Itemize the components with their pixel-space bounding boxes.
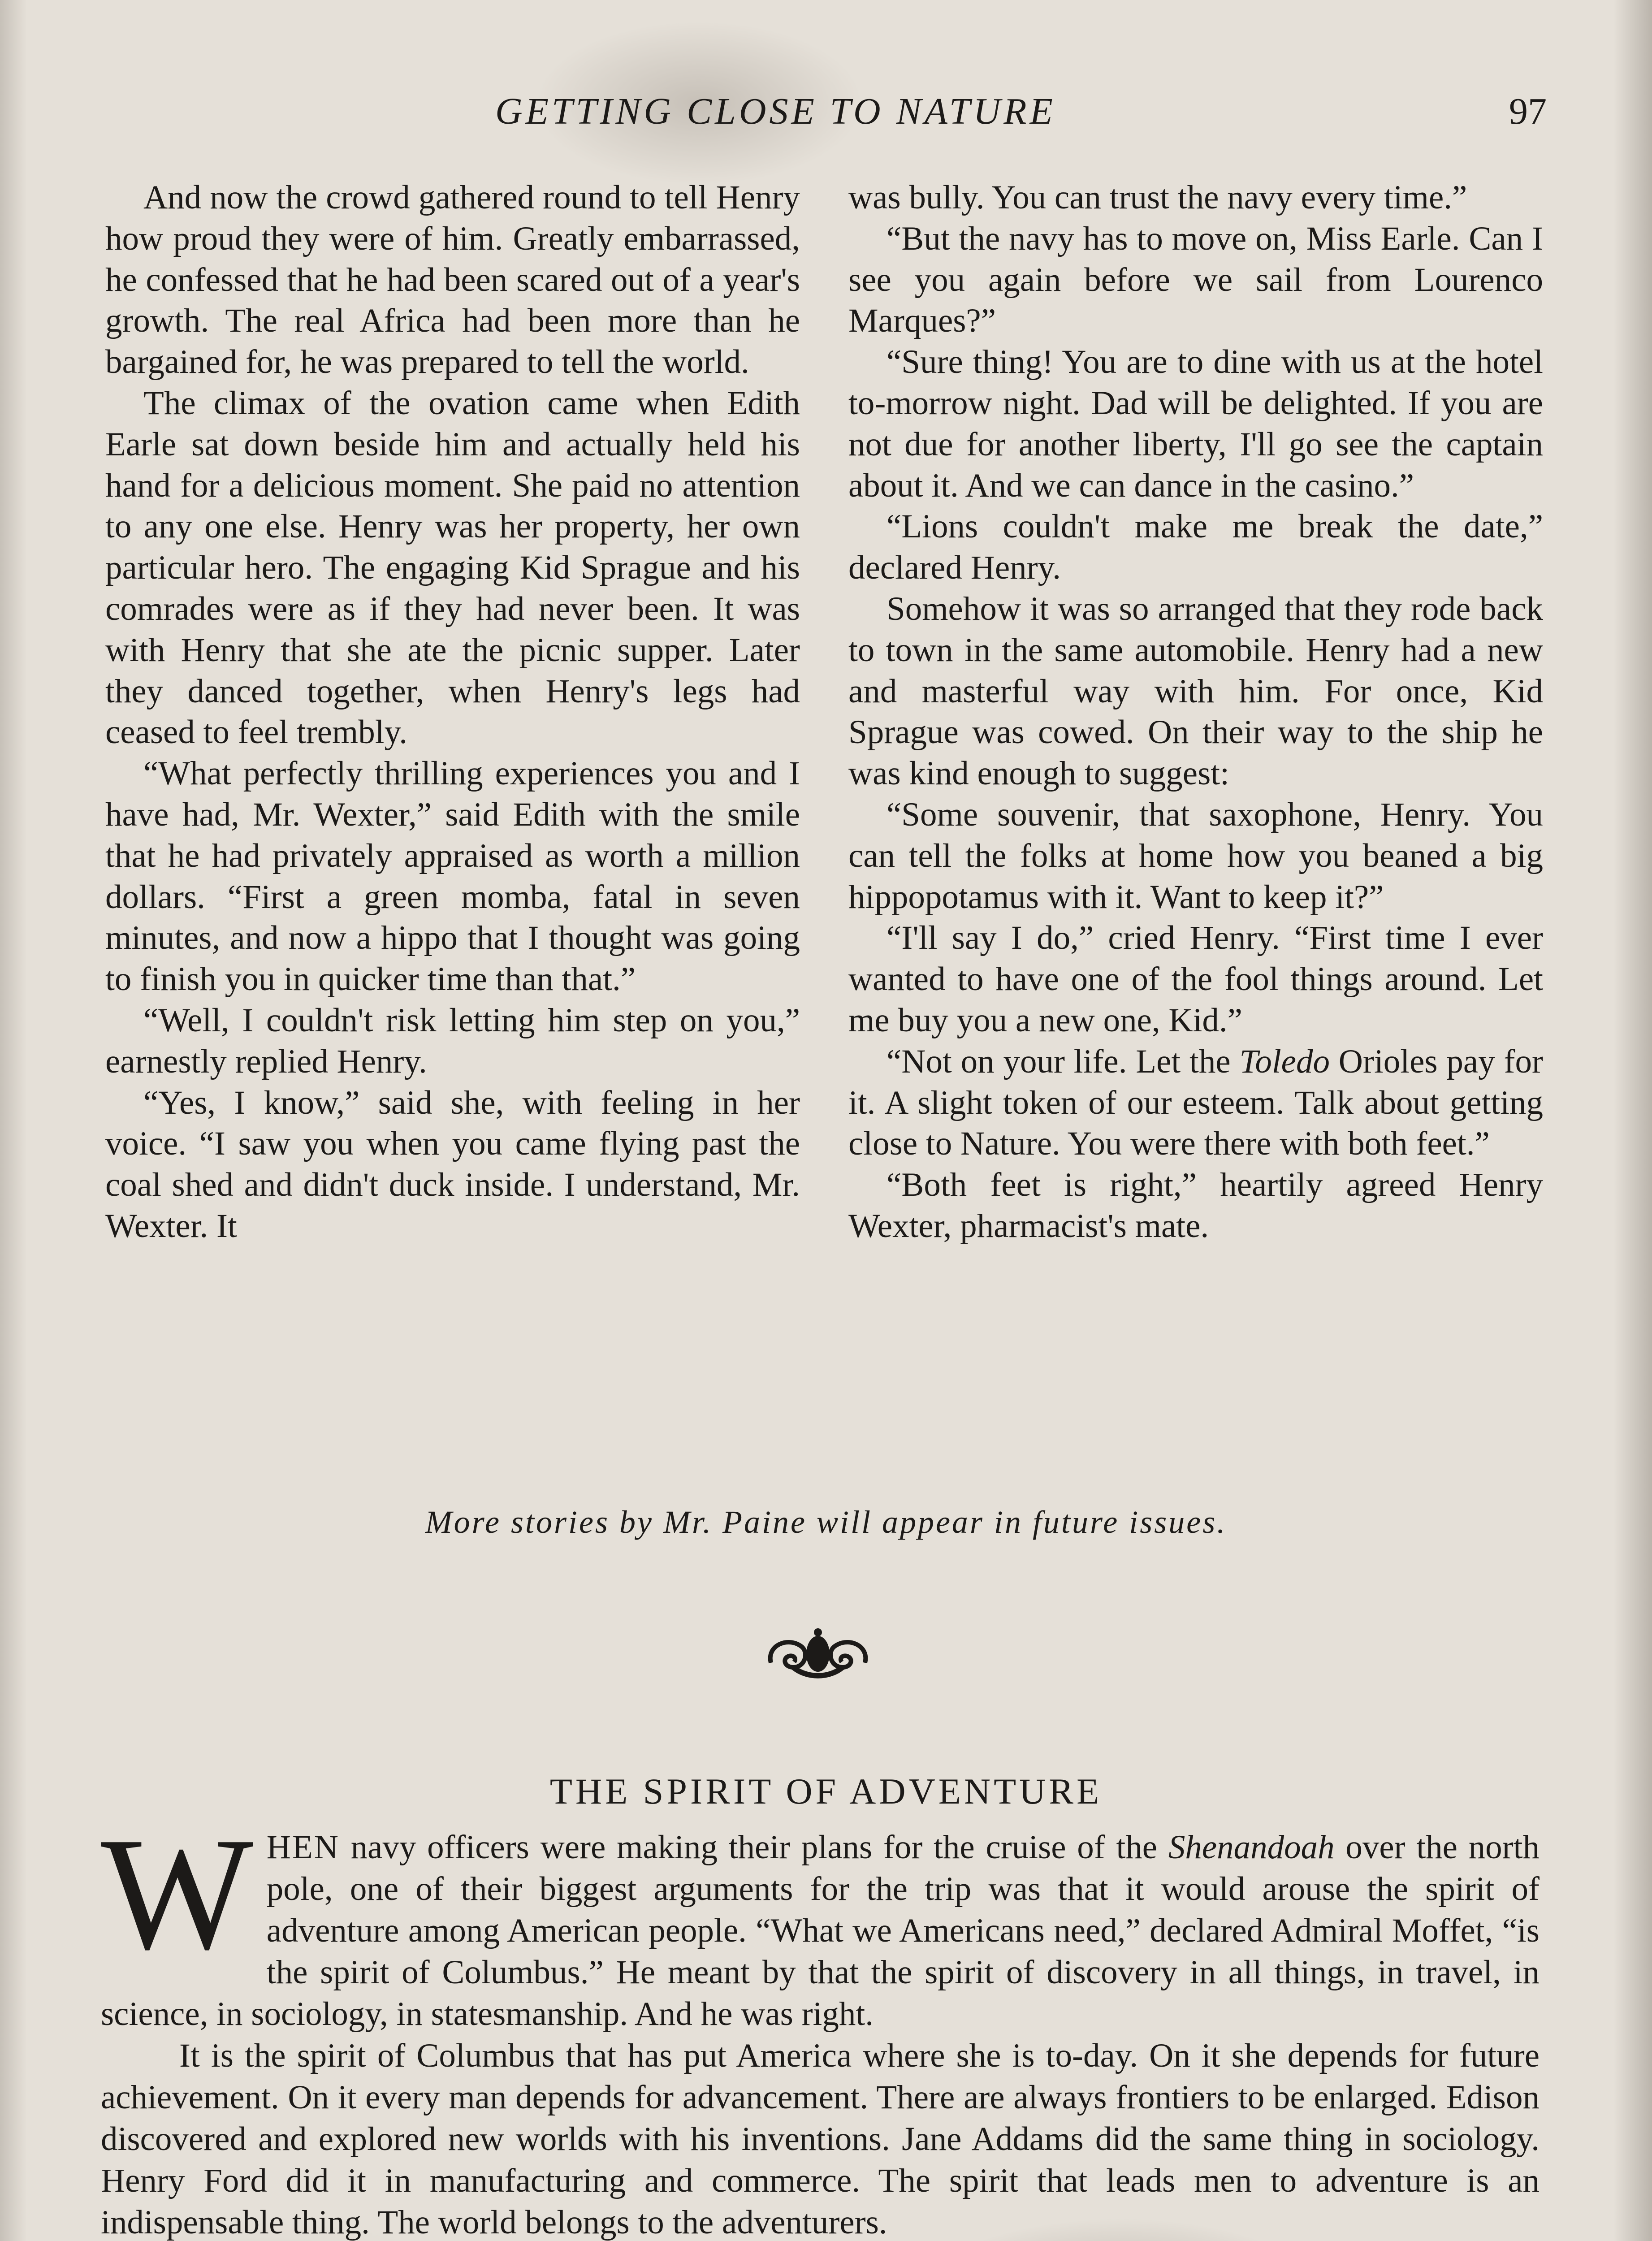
fleuron-ornament-icon — [762, 1622, 874, 1681]
page-number: 97 — [1509, 91, 1547, 132]
credit-line: More stories by Mr. Paine will appear in future issues. — [425, 1504, 1227, 1540]
article-paragraph — [101, 1804, 1540, 2035]
text-run: over the north pole, one of their biggest arguments for the trip was that it would arouse the spirit of adventure among American people. “What we Americans need,” declared Admiral Moffet, “is the spirit of Columbus.” He meant by that the spirit of discovery in all things, in travel, in science, in sociology, in statesmanship. And he was right. — [101, 1829, 1540, 2033]
story-paragraph: And now the crowd gathered round to tell Henry how proud they were of him. Greatly embarrassed, he confessed that he had been scared out of a year's growth. The real Africa had been more than he bargained for, he was prepared to tell the world. — [105, 179, 800, 381]
article-body — [101, 1804, 1540, 2241]
story-paragraph: The climax of the ovation came when Edith Earle sat down beside him and actually held his hand for a delicious moment. She paid no attention to any one else. Henry was her property, her own particular hero. The engaging Kid Sprague and his comrades were as if they had never been. It was with Henry that she ate the picnic supper. Later they danced together, when Henry's legs had ceased to feel trembly. — [105, 384, 800, 751]
story-paragraph: “I'll say I do,” cried Henry. “First time I ever wanted to have one of the fool things around. Let me buy you a new one, Kid.” — [848, 919, 1543, 1039]
story-paragraph: “Both feet is right,” heartily agreed Henry Wexter, pharmacist's mate. — [848, 1166, 1543, 1245]
drop-cap: W — [101, 1804, 253, 1983]
story-paragraph: “Sure thing! You are to dine with us at the hotel to-morrow night. Dad will be delighted. If you are not due for another liberty, I'll go see the captain about it. And we can dance in the casino.” — [848, 343, 1543, 504]
running-head: GETTING CLOSE TO NATURE — [495, 91, 1056, 132]
story-paragraph: “Yes, I know,” said she, with feeling in her voice. “I saw you when you came flying past the coal shed and didn't duck inside. I understand, Mr. Wexter. It — [105, 1084, 800, 1245]
story-paragraph: “But the navy has to move on, Miss Earle. Can I see you again before we sail from Lourenco Marques?” — [848, 220, 1543, 340]
story-paragraph: “Some souvenir, that saxophone, Henry. You can tell the folks at home how you beaned a big hippopotamus with it. Want to keep it?” — [848, 796, 1543, 916]
first-word-rest: HEN — [266, 1829, 340, 1866]
story-paragraph: “What perfectly thrilling experiences you and I have had, Mr. Wexter,” said Edith with the smile that he had privately appraised as worth a million dollars. “First a green momba, fatal in seven minutes, and now a hippo that I thought was going to finish you in quicker time than that.” — [105, 755, 800, 998]
italic-ship-name: Shenandoah — [1168, 1829, 1335, 1866]
text-run: Orioles pay for it. A slight token of our esteem. Talk about getting close to Nature. You were there with both feet.” — [848, 1043, 1543, 1163]
story-paragraph — [848, 1041, 1543, 1164]
story-paragraph: Somehow it was so arranged that they rode back to town in the same automobile. Henry had a new and masterful way with him. For once, Kid Sprague was cowed. On their way to the ship he was kind enough to suggest: — [848, 590, 1543, 792]
italic-team-name: Toledo — [1239, 1043, 1330, 1080]
article-paragraph: It is the spirit of Columbus that has put America where she is to-day. On it she depends for future achievement. On it every man depends for advancement. There are always frontiers to be enlarged. Edison discovered and explored new worlds with his inventions. Jane Addams did the same thing in sociology. Henry Ford did it in manufacturing and commerce. The spirit that leads men to adventure is an indispensable thing. The world belongs to the adventurers. — [101, 2037, 1540, 2241]
page-header — [0, 90, 1652, 148]
story-paragraph: “Lions couldn't make me break the date,” declared Henry. — [848, 508, 1543, 587]
story-paragraph: “Well, I couldn't risk letting him step on you,” earnestly replied Henry. — [105, 1001, 800, 1080]
story-left-column — [105, 177, 800, 1247]
text-run: navy officers were making their plans for the cruise of the — [339, 1829, 1168, 1866]
article-title: THE SPIRIT OF ADVENTURE — [549, 1771, 1103, 1812]
text-run: “Not on your life. Let the — [887, 1043, 1240, 1080]
story-paragraph-continuation: was bully. You can trust the navy every time.” — [848, 179, 1467, 216]
story-right-column — [848, 177, 1543, 1247]
